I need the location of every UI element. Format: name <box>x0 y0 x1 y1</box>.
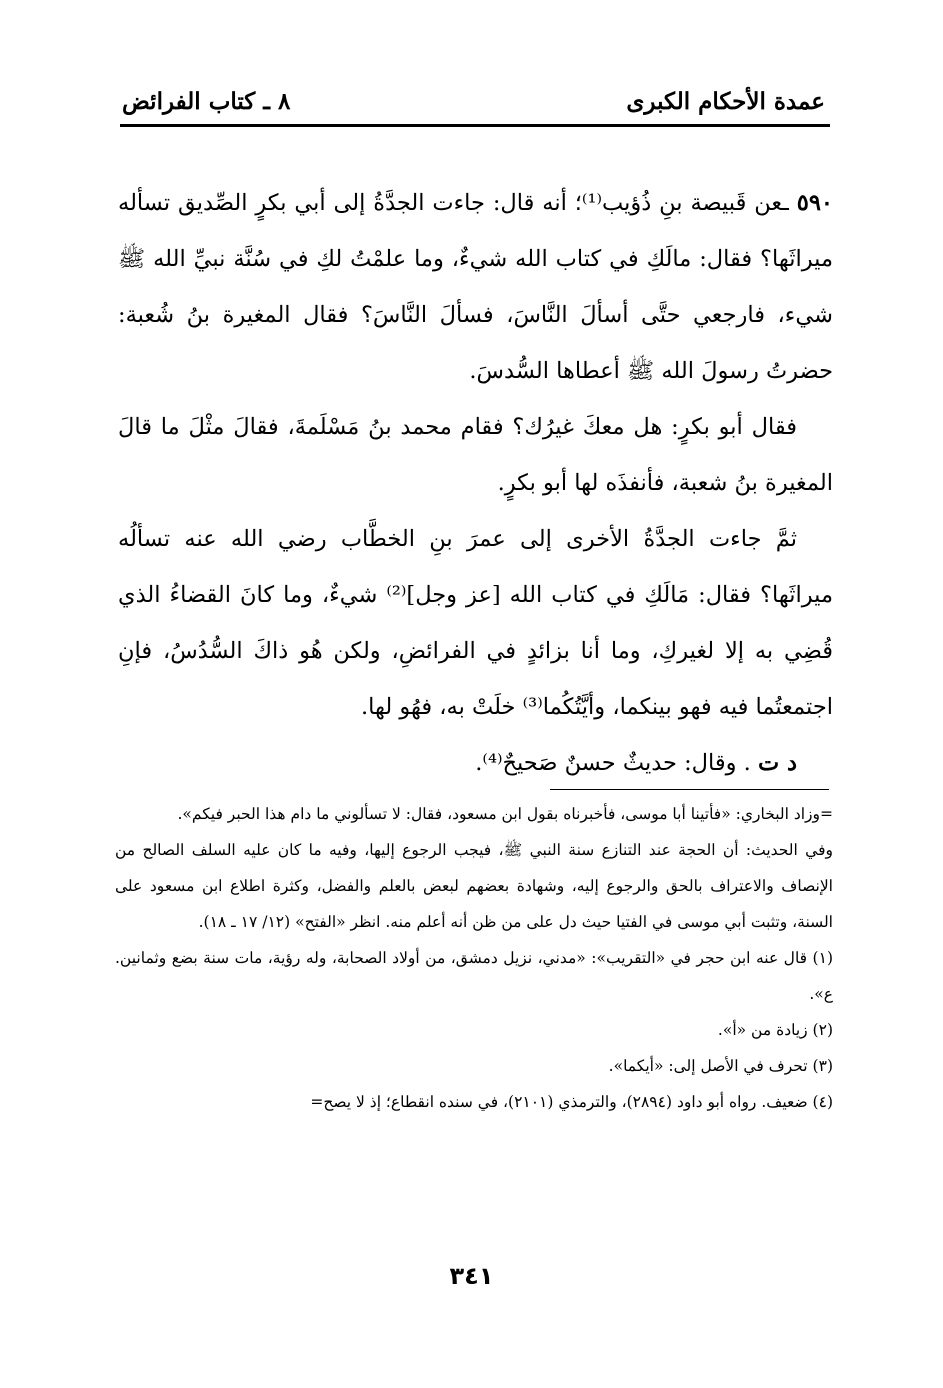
footnote-separator <box>550 789 829 790</box>
footnote-2: (٢) زيادة من «أ». <box>717 1021 833 1039</box>
hadith-paragraph-1 <box>118 175 833 399</box>
hadith-opening: ـعن قَبيصة بنِ ذُؤيب⁽¹⁾؛ أنه قال: جاءت الجدَّةُ إلى أبي بكرٍ الصِّديق تسأله ميراثَها؟ فقال: مالَكِ في كتاب الله شيءٌ، وما علمْتُ لكِ في سُنَّة نبيِّ الله ﷺ شيء، فارجعي حتَّى أسألَ النَّاسَ، فسألَ النَّاسَ؟ فقال المغيرة بنُ شُعبة: حضرتُ رسولَ الله ﷺ أعطاها السُّدسَ. <box>118 190 833 384</box>
footnote-1: (١) قال عنه ابن حجر في «التقريب»: «مدني، نزيل دمشق، من أولاد الصحابة، وله رؤية، مات سنة بضع وثمانين. ع». <box>115 949 833 1003</box>
hadith-paragraph-2: فقال أبو بكرٍ: هل معكَ غيرُك؟ فقام محمد بنُ مَسْلَمةَ، فقالَ مثْلَ ما قالَ المغيرة بنُ شعبة، فأنفذَه لها أبو بكرٍ. <box>118 414 833 496</box>
footnote-4: (٤) ضعيف. رواه أبو داود (٢٨٩٤)، والترمذي (٢١٠١)، في سنده انقطاع؛ إذ لا يصح= <box>310 1093 833 1111</box>
header-rule <box>120 124 830 127</box>
book-title: عمدة الأحكام الكبرى <box>626 88 825 115</box>
source-abbreviation: د ت <box>757 750 797 776</box>
running-header <box>122 88 825 122</box>
page-number: ٣٤١ <box>449 1262 494 1290</box>
source-grading: . وقال: حديثٌ حسنٌ صَحيحٌ⁽⁴⁾. <box>475 750 751 776</box>
hadith-text <box>118 175 833 791</box>
footnote-3: (٣) تحرف في الأصل إلى: «أيكما». <box>608 1057 833 1075</box>
hadith-paragraph-3: ثمَّ جاءت الجدَّةُ الأخرى إلى عمرَ بنِ الخطَّاب رضي الله عنه تسألُه ميراثَها؟ فقال: مَالَكِ في كتاب الله [عز وجل]⁽²⁾ شيءٌ، وما كانَ القضاءُ الذي قُضِي به إلا لغيركِ، وما أنا بزائدٍ في الفرائضِ، ولكن هُو ذاكَ السُّدُسُ، فإنِ اجتمعتُما فيه فهو بينكما، وأيَّتُكُما⁽³⁾ خلَتْ به، فهُو لها. <box>118 526 833 720</box>
footnote-continuation: =وزاد البخاري: «فأتينا أبا موسى، فأخبرناه بقول ابن مسعود، فقال: لا تسألوني ما دام هذا الحبر فيكم». <box>177 805 833 823</box>
footnotes <box>115 796 833 1120</box>
hadith-number: ٥٩٠ <box>796 190 833 216</box>
footnote-commentary: وفي الحديث: أن الحجة عند التنازع سنة النبي ﷺ، فيجب الرجوع إليها، وفيه ما كان عليه السلف الصالح من الإنصاف والاعتراف بالحق والرجوع إليه، وشهادة بعضهم لبعض بالعلم والفضل، وكثرة اطلاع ابن مسعود على السنة، وتثبت أبي موسى في الفتيا حيث دل على من ظن أنه أعلم منه. انظر «الفتح» (١٢/ ١٧ ـ ١٨). <box>115 841 833 931</box>
chapter-title: ٨ ـ كتاب الفرائض <box>122 88 291 115</box>
hadith-source <box>118 735 833 791</box>
